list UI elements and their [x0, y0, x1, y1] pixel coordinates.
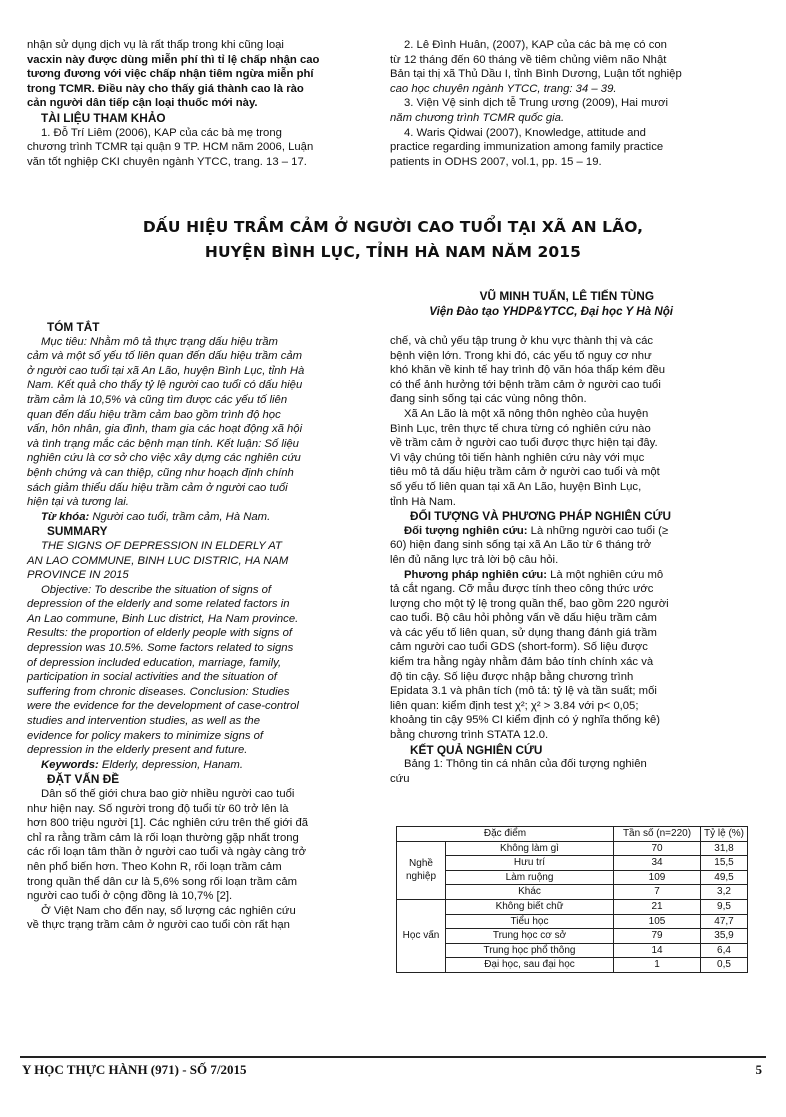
text-line: [390, 568, 748, 583]
table-row: [397, 870, 748, 885]
text-line: các rối loạn tâm thần ở người cao tuổi và ngày càng trở: [27, 846, 307, 859]
text-line: Ở Việt Nam cho đến nay, số lượng các nghiên cứu: [41, 904, 296, 917]
intro-paragraph-2: [27, 904, 373, 933]
footer-divider: [20, 1056, 766, 1058]
text-line: cản người dân tiếp cận loại thuốc mới này.: [27, 97, 258, 110]
row-frequency: 109: [614, 870, 701, 885]
text-line: depression of the elderly and some related factors in: [27, 598, 290, 611]
text-line: chỉ ra rằng trầm cảm là rối loạn thường gặp nhất trong: [27, 831, 299, 844]
text-line: trong quần thể dân cư là 5,6% song rối loạn trầm cảm: [27, 875, 298, 888]
header-percent: Tỷ lệ (%): [701, 827, 748, 842]
table-row: [397, 841, 748, 856]
text-line: trầm cảm là 10,5% và cũng tìm được các yếu tố liên: [27, 393, 288, 406]
subjects-text: Là những người cao tuổi (≥: [527, 524, 669, 537]
text-line: Epidata 3.1 và phân tích (mô tả: tỷ lệ và tần suất; mối: [390, 685, 657, 698]
article-authors: VŨ MINH TUẤN, LÊ TIẾN TÙNG: [479, 289, 654, 303]
text-line: ở người cao tuổi tại xã An Lão, huyện Bình Lục, tỉnh Hà: [27, 364, 305, 377]
row-frequency: 34: [614, 856, 701, 871]
text-line: Objective: To describe the situation of signs of: [41, 583, 272, 596]
table-row: [397, 929, 748, 944]
text-line: evidence for policy makers to minimize signs of: [27, 729, 264, 742]
text-line: Vì vậy chúng tôi tiến hành nghiên cứu này với mục: [390, 451, 645, 464]
text-line: lên đủ năng lực trả lời bộ câu hỏi.: [390, 553, 559, 566]
text-line: từ 12 tháng đến 60 tháng về tiêm chủng viêm não Nhật: [390, 53, 667, 66]
right-column: [390, 334, 748, 786]
text-line: 1. Đỗ Trí Liêm (2006), KAP của các bà mẹ trong: [41, 126, 282, 139]
row-label: Trung học cơ sở: [446, 929, 614, 944]
table-row: [397, 943, 748, 958]
text-line: cao học chuyên ngành YTCC, trang: 34 – 39.: [390, 82, 617, 95]
methods-label: Phương pháp nghiên cứu:: [404, 568, 547, 581]
summary-en: [27, 583, 373, 758]
text-line: lượng cho một tỷ lệ trong quần thể, bao gồm 220 người: [390, 597, 669, 610]
text-line: kiểm tra hằng ngày nhằm đảm bảo tính chính xác và: [390, 656, 654, 669]
table-1: [396, 826, 748, 973]
text-line: suffering from chronic diseases. Conclusion: Studies: [27, 685, 290, 698]
text-line: văn tốt nghiệp CKI chuyên ngành YTCC, trang. 13 – 17.: [27, 155, 307, 168]
row-percent: 35,9: [701, 929, 748, 944]
row-label: Không làm gì: [446, 841, 614, 856]
keywords-vn: [27, 510, 373, 525]
text-line: cao tuổi. Bộ câu hỏi phỏng vấn về dấu hiệu trầm cảm: [390, 612, 657, 625]
journal-name: Y HỌC THỰC HÀNH (971) - SỐ 7/2015: [22, 1062, 247, 1077]
text-line: năm chương trình TCMR quốc gia.: [390, 111, 565, 124]
row-label: Làm ruộng: [446, 870, 614, 885]
keywords-en-label: Keywords:: [41, 758, 99, 771]
text-line: Xã An Lão là một xã nông thôn nghèo của huyện: [404, 407, 649, 420]
text-line: như hiện nay. Số người trong độ tuổi từ 60 trở lên là: [27, 802, 289, 815]
intro-heading: ĐẶT VẤN ĐỀ: [47, 772, 120, 787]
header-frequency: Tần số (n=220): [614, 827, 701, 842]
text-line: người cao tuổi ở cộng đồng là 10,7% [2].: [27, 890, 233, 903]
text-line: bệnh viện lớn. Trong khi đó, các yếu tố nguy cơ như: [390, 349, 652, 362]
row-percent: 47,7: [701, 914, 748, 929]
text-line: Mục tiêu: Nhằm mô tả thực trạng dấu hiệu trầm: [41, 335, 278, 348]
prev-article-left: [27, 38, 373, 169]
intro-paragraph-3: [390, 407, 748, 509]
row-percent: 6,4: [701, 943, 748, 958]
row-label: Hưu trí: [446, 856, 614, 871]
text-line: tương đương với việc chấp nhận tiêm ngừa miễn phí: [27, 68, 314, 81]
left-column: [27, 320, 373, 933]
article-title-line-2: HUYỆN BÌNH LỤC, TỈNH HÀ NAM NĂM 2015: [204, 243, 582, 261]
text-line: cứu: [390, 772, 410, 785]
group-occupation: Nghề nghiệp: [397, 841, 446, 899]
summary-vn: [27, 335, 373, 510]
reference-4: [390, 126, 748, 170]
text-line: trong TCMR. Điều này cho thấy giá thành cao là rào: [27, 82, 304, 95]
row-frequency: 1: [614, 958, 701, 973]
summary-en-title: [27, 539, 373, 583]
row-label: Không biết chữ: [446, 899, 614, 914]
methods-heading: ĐỐI TƯỢNG VÀ PHƯƠNG PHÁP NGHIÊN CỨU: [410, 509, 671, 524]
text-line: nghiên cứu là cơ sở cho việc xây dựng các nghiên cứu: [27, 452, 301, 465]
text-line: và các yếu tố liên quan, sử dụng thang đánh giá trầm: [390, 626, 657, 639]
text-line: 60) hiện đang sinh sống tại xã An Lão từ 6 tháng trở: [390, 539, 652, 552]
table-header-row: [397, 827, 748, 842]
text-line: bằng chương trình STATA 12.0.: [390, 729, 549, 742]
methods-text: Là một nghiên cứu mô: [547, 568, 664, 581]
text-line: hiện tại và tương lai.: [27, 496, 129, 509]
row-percent: 31,8: [701, 841, 748, 856]
keywords-en: [27, 758, 373, 773]
row-percent: 15,5: [701, 856, 748, 871]
text-line: liên quan: kiểm định test χ²; χ² > 3.84 với p< 0,05;: [390, 699, 639, 712]
results-heading: KẾT QUẢ NGHIÊN CỨU: [410, 742, 543, 757]
text-line: vacxin này được dùng miễn phí thì tỉ lệ chấp nhận cao: [27, 53, 320, 66]
text-line: Nam. Kết quả cho thấy tỷ lệ người cao tuổi có dấu hiệu: [27, 379, 303, 392]
text-line: bệnh chứng và can thiệp, cũng như hoạch định chính: [27, 466, 294, 479]
group-education: Học vấn: [397, 899, 446, 972]
text-line: An Lao commune, Binh Luc district, Ha Nam province.: [27, 612, 299, 625]
text-line: THE SIGNS OF DEPRESSION IN ELDERLY AT: [41, 539, 282, 552]
row-percent: 49,5: [701, 870, 748, 885]
text-line: chế, và chủ yếu tập trung ở khu vực thành thị và các: [390, 335, 654, 347]
text-line: depression was 10.5%. Some factors related to signs: [27, 642, 294, 655]
text-line: số yếu tố liên quan tại xã An Lão, huyện Bình Lục,: [390, 480, 642, 493]
row-frequency: 70: [614, 841, 701, 856]
subjects-label: Đối tượng nghiên cứu:: [404, 524, 528, 537]
row-label: Khác: [446, 885, 614, 900]
table-row: [397, 914, 748, 929]
text-line: cảm người cao tuổi GDS (short-form). Số liệu được: [390, 641, 648, 654]
text-line: Bình Lục, trên thực tế chưa từng có nghiên cứu nào: [390, 422, 651, 435]
text-line: practice regarding immunization among family practice: [390, 141, 664, 154]
row-frequency: 21: [614, 899, 701, 914]
subjects-paragraph: [390, 524, 748, 568]
row-percent: 3,2: [701, 885, 748, 900]
text-line: were the evidence for the development of case-control: [27, 700, 299, 713]
reference-2: [390, 38, 748, 96]
text-line: 4. Waris Qidwai (2007), Knowledge, attitude and: [404, 126, 646, 139]
row-label: Trung học phổ thông: [446, 943, 614, 958]
reference-1: [27, 126, 373, 170]
text-line: AN LAO COMMUNE, BINH LUC DISTRIC, HA NAM: [27, 554, 289, 567]
text-line: cảm và một số yếu tố liên quan đến dấu hiệu trầm cảm: [27, 350, 303, 363]
row-frequency: 105: [614, 914, 701, 929]
keywords-vn-label: Từ khóa:: [41, 510, 90, 523]
text-line: có thể ảnh hưởng tới bệnh trầm cảm ở người cao tuổi: [390, 378, 661, 391]
table-row: [397, 958, 748, 973]
text-line: PROVINCE IN 2015: [27, 569, 129, 582]
methods-paragraph: [390, 568, 748, 743]
text-line: Results: the proportion of elderly people with signs of: [27, 627, 292, 640]
text-line: Bản tại thị xã Thủ Dầu I, tỉnh Bình Dương, Luận tốt nghiệp: [390, 68, 682, 81]
keywords-en-text: Elderly, depression, Hanam.: [98, 758, 243, 771]
row-frequency: 14: [614, 943, 701, 958]
text-line: participation in social activities and the situation of: [27, 671, 277, 684]
prev-article-right: [390, 38, 748, 169]
prev-paragraph: [27, 38, 373, 111]
summary-en-heading: SUMMARY: [47, 524, 108, 539]
row-label: Tiểu học: [446, 914, 614, 929]
table-caption: [390, 757, 748, 786]
text-line: Dân số thế giới chưa bao giờ nhiều người cao tuổi: [41, 788, 295, 800]
intro-continued: [390, 334, 748, 407]
intro-paragraph-1: [27, 787, 373, 904]
text-line: tả cắt ngang. Cỡ mẫu được tính theo công thức ước: [390, 583, 654, 596]
text-line: 3. Viện Vệ sinh dịch tễ Trung ương (2009), Hai mươi: [404, 97, 668, 110]
text-line: patients in ODHS 2007, vol.1, pp. 15 – 19.: [390, 155, 602, 168]
text-line: đang sinh sống tại các vùng nông thôn.: [390, 393, 587, 406]
article-institution: Viện Đào tạo YHDP&YTCC, Đại học Y Hà Nội: [429, 305, 673, 318]
article-title-line-1: DẤU HIỆU TRẦM CẢM Ở NGƯỜI CAO TUỔI TẠI XÃ AN LÃO,: [142, 218, 644, 236]
text-line: studies and intervention studies, as well as the: [27, 715, 260, 728]
row-percent: 9,5: [701, 899, 748, 914]
text-line: depression in the elderly present and future.: [27, 744, 248, 757]
text-line: nhận sử dụng dịch vụ là rất thấp trong khi cũng loại: [27, 39, 284, 51]
text-line: về trầm cảm ở người cao tuổi được thực hiện tại đây.: [390, 437, 658, 450]
text-line: về thực trạng trầm cảm ở người cao tuổi còn rất hạn: [27, 919, 290, 932]
text-line: và tình trạng mắc các bệnh mạn tính. Kết luận: Số liệu: [27, 437, 299, 450]
page-number: 5: [755, 1062, 762, 1077]
references-heading: TÀI LIỆU THAM KHẢO: [41, 110, 166, 125]
text-line: vấn, hôn nhân, gia đình, tham gia các hoạt động xã hội: [27, 423, 303, 436]
text-line: khó khăn về kinh tế hay trình độ văn hóa thấp kém đều: [390, 364, 666, 377]
row-percent: 0,5: [701, 958, 748, 973]
reference-3: [390, 96, 748, 125]
text-line: độ tin cậy. Số liệu được nhập bằng chương trình: [390, 670, 634, 683]
text-line: sách giảm thiểu dấu hiệu trầm cảm ở người cao tuổi: [27, 481, 288, 494]
text-line: 2. Lê Đình Huân, (2007), KAP của các bà mẹ có con: [404, 39, 667, 51]
text-line: quan đến dấu hiệu trầm cảm bao gồm trình độ học: [27, 408, 281, 421]
text-line: of depression included education, marriage, family,: [27, 656, 282, 669]
row-label: Đại học, sau đại học: [446, 958, 614, 973]
row-frequency: 7: [614, 885, 701, 900]
text-line: chương trình TCMR tại quận 9 TP. HCM năm 2006, Luận: [27, 141, 314, 154]
text-line: khoảng tin cậy 95% CI kiểm định có ý nghĩa thống kê): [390, 714, 661, 727]
summary-vn-heading: TÓM TẮT: [47, 320, 100, 334]
table-row: [397, 899, 748, 914]
text-line: nên phổ biến hơn. Theo Kohn R, rối loạn trầm cảm: [27, 860, 282, 873]
text-line: tiêu mô tả dấu hiệu trầm cảm ở người cao tuổi và một: [390, 466, 660, 479]
table-row: [397, 856, 748, 871]
text-line: tỉnh Hà Nam.: [390, 495, 456, 508]
keywords-vn-text: Người cao tuổi, trầm cảm, Hà Nam.: [89, 510, 271, 523]
text-line: [390, 524, 748, 539]
row-frequency: 79: [614, 929, 701, 944]
table-row: [397, 885, 748, 900]
text-line: Bảng 1: Thông tin cá nhân của đối tượng nghiên: [404, 758, 647, 771]
header-feature: Đặc điểm: [397, 827, 614, 842]
text-line: hơn 800 triệu người [1]. Các nghiên cứu trên thế giới đã: [27, 817, 309, 830]
